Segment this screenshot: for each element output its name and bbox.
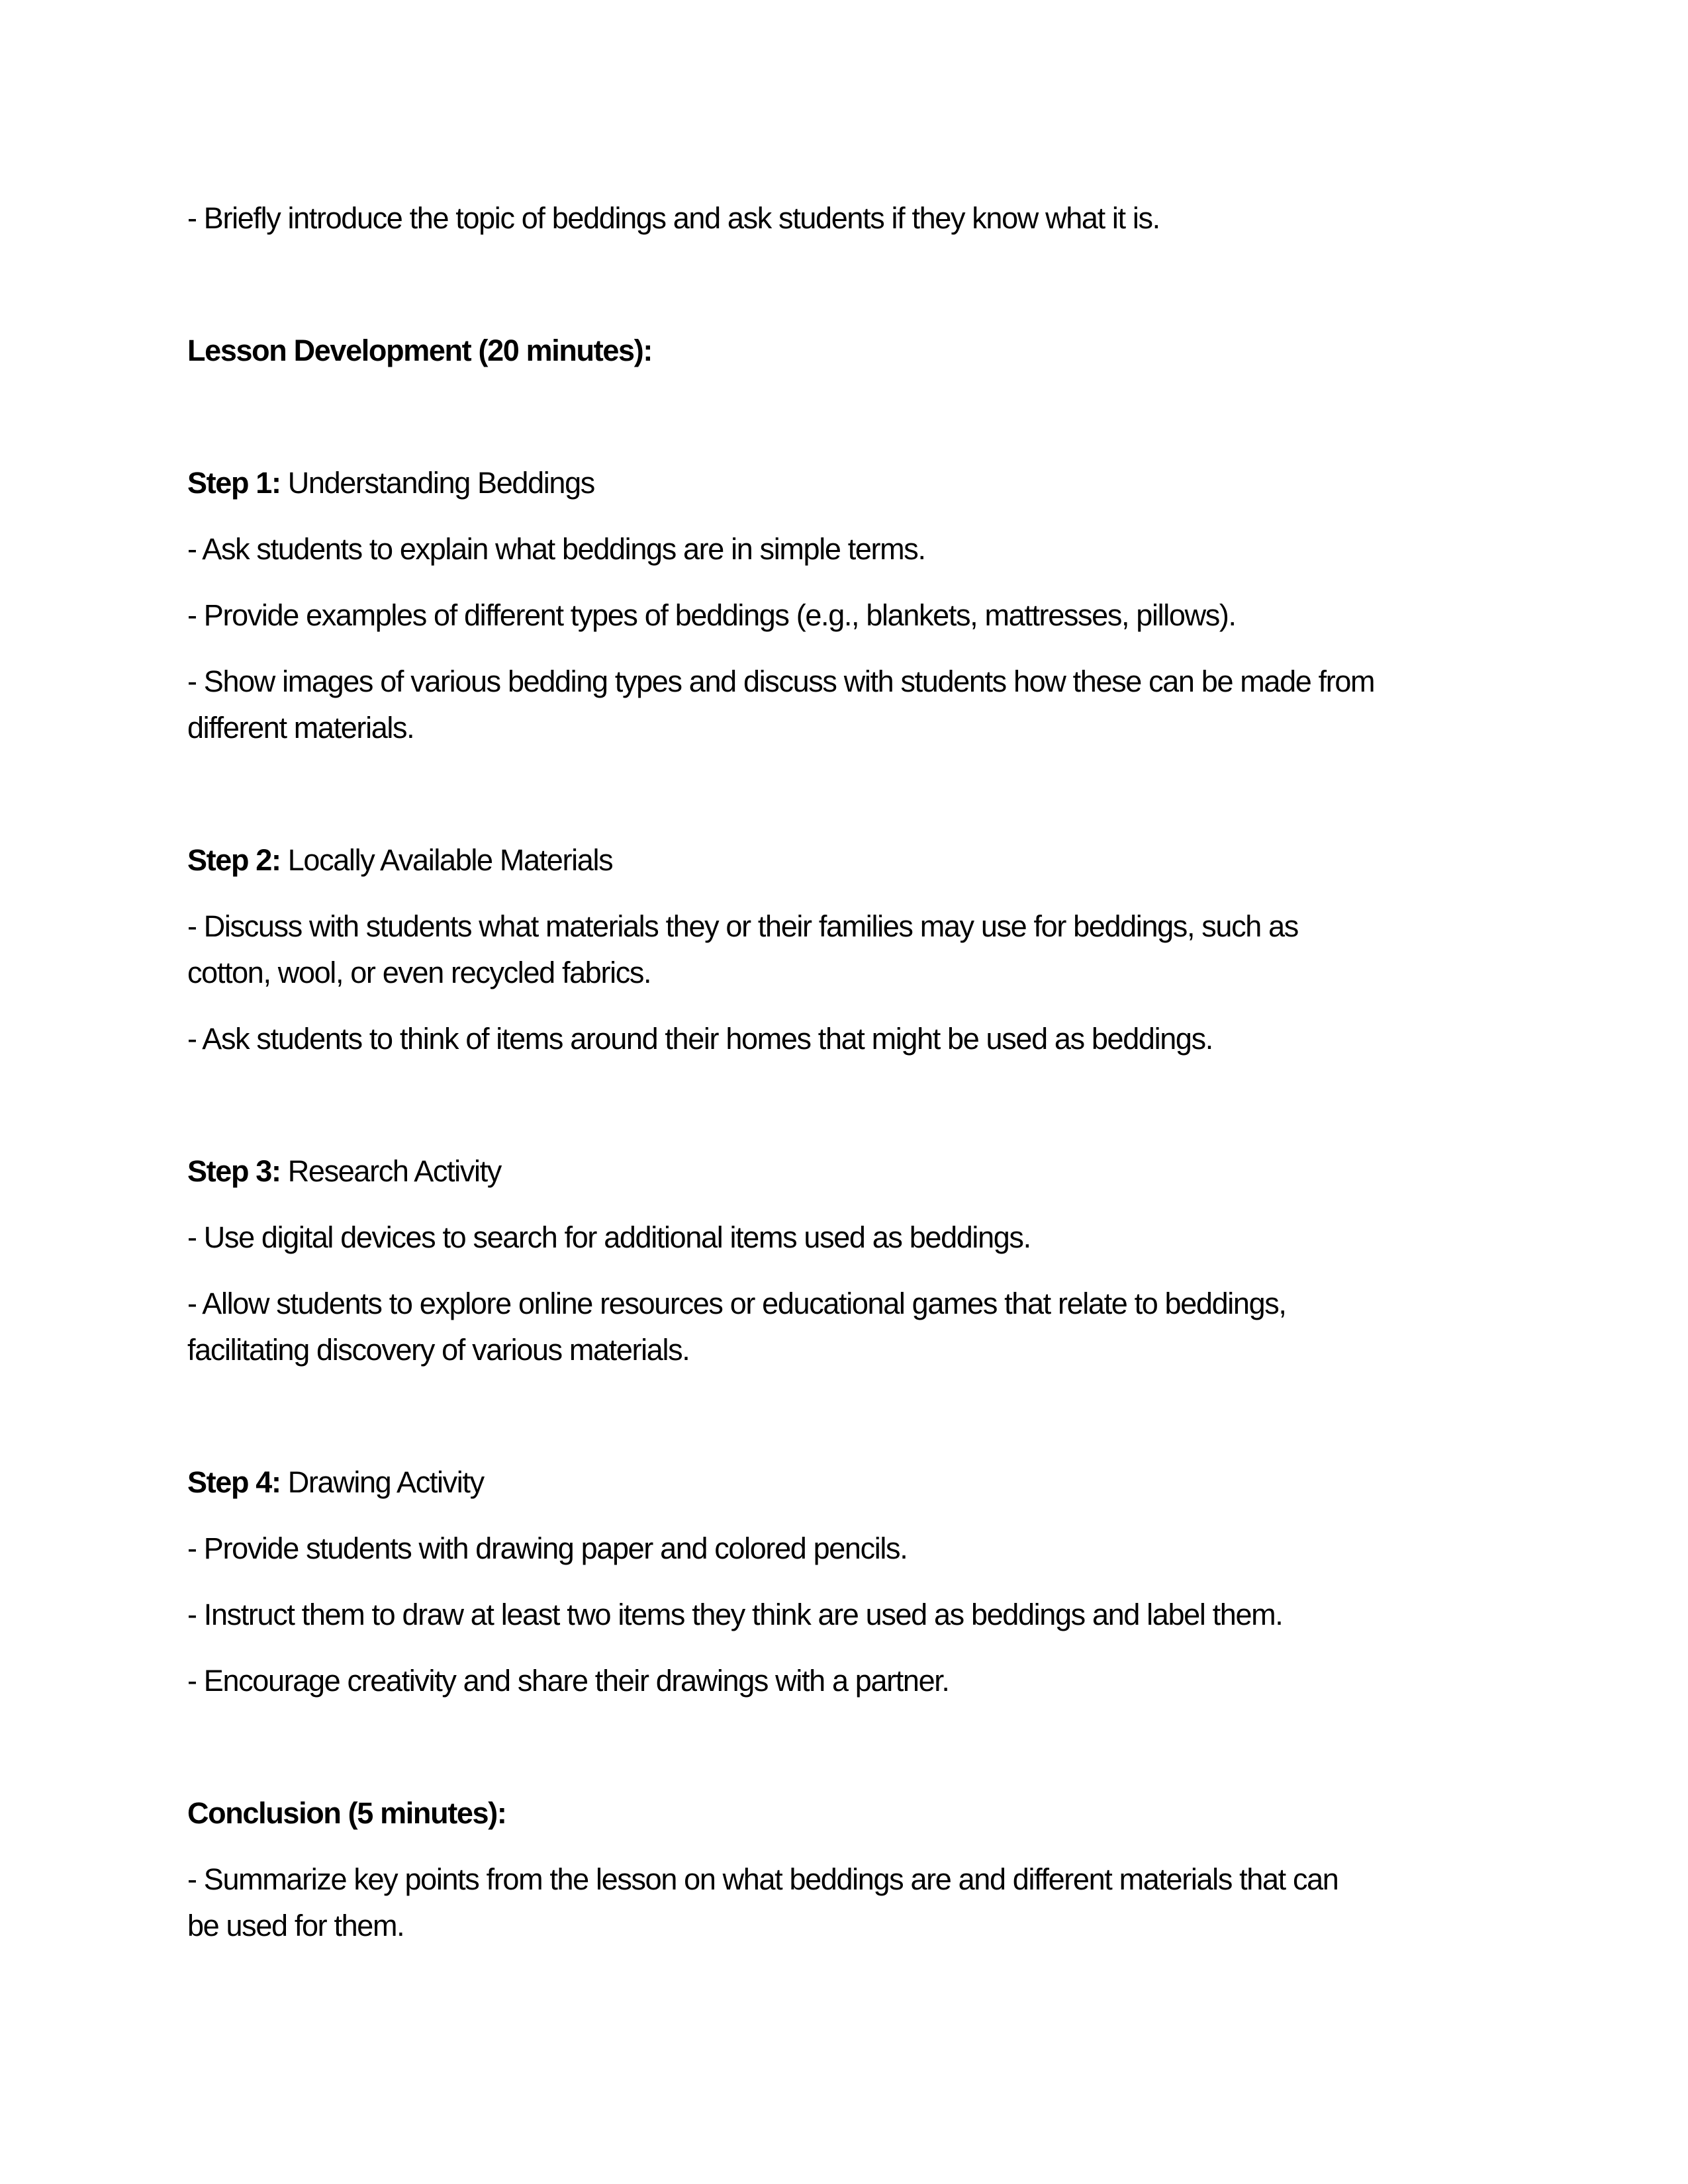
bullet-line: - Ask students to explain what beddings are in simple terms. bbox=[187, 532, 925, 566]
lesson-development-heading bbox=[187, 328, 1509, 374]
step-2-bullet-2 bbox=[187, 1016, 1509, 1062]
bullet-line: - Ask students to think of items around their homes that might be used as beddings. bbox=[187, 1022, 1213, 1056]
step-4-title: Drawing Activity bbox=[280, 1465, 484, 1499]
step-3-bullet-1 bbox=[187, 1214, 1509, 1261]
step-3-heading bbox=[187, 1148, 1509, 1195]
bullet-line: - Instruct them to draw at least two items they think are used as beddings and label them. bbox=[187, 1598, 1283, 1631]
step-2-label: Step 2: bbox=[187, 843, 281, 877]
bullet-line: - Encourage creativity and share their drawings with a partner. bbox=[187, 1664, 949, 1698]
bullet-line: - Summarize key points from the lesson on what beddings are and different materials that can bbox=[187, 1862, 1338, 1896]
step-2-title: Locally Available Materials bbox=[280, 843, 613, 877]
step-4-bullet-3 bbox=[187, 1658, 1509, 1704]
step-4-heading bbox=[187, 1459, 1509, 1506]
bullet-line: different materials. bbox=[187, 711, 414, 745]
step-4-bullet-1 bbox=[187, 1525, 1509, 1572]
step-1-bullet-3 bbox=[187, 659, 1509, 751]
lesson-development-heading-text: Lesson Development (20 minutes): bbox=[187, 334, 652, 367]
bullet-line: - Provide students with drawing paper and colored pencils. bbox=[187, 1531, 908, 1565]
bullet-line: cotton, wool, or even recycled fabrics. bbox=[187, 956, 651, 989]
step-1-bullet-1 bbox=[187, 526, 1509, 572]
step-1-heading bbox=[187, 460, 1509, 506]
step-3-label: Step 3: bbox=[187, 1154, 281, 1188]
conclusion-heading-text: Conclusion (5 minutes): bbox=[187, 1796, 506, 1830]
bullet-line: - Discuss with students what materials they or their families may use for beddings, such as bbox=[187, 909, 1298, 943]
bullet-line: - Allow students to explore online resources or educational games that relate to beddings, bbox=[187, 1287, 1286, 1320]
step-1-label: Step 1: bbox=[187, 466, 281, 500]
step-2-bullet-1 bbox=[187, 903, 1509, 996]
step-3-title: Research Activity bbox=[280, 1154, 501, 1188]
step-3-bullet-2 bbox=[187, 1281, 1509, 1373]
step-4-bullet-2 bbox=[187, 1592, 1509, 1638]
bullet-line: - Show images of various bedding types and discuss with students how these can be made from bbox=[187, 664, 1375, 698]
bullet-line: - Use digital devices to search for additional items used as beddings. bbox=[187, 1220, 1031, 1254]
bullet-line: - Provide examples of different types of beddings (e.g., blankets, mattresses, pillows). bbox=[187, 598, 1236, 632]
intro-bullet bbox=[187, 195, 1509, 242]
step-2-heading bbox=[187, 837, 1509, 884]
bullet-line: facilitating discovery of various materials. bbox=[187, 1333, 690, 1367]
conclusion-heading bbox=[187, 1790, 1509, 1837]
conclusion-bullet-1 bbox=[187, 1856, 1509, 1949]
step-4-label: Step 4: bbox=[187, 1465, 281, 1499]
bullet-line: be used for them. bbox=[187, 1909, 404, 1942]
intro-bullet-text: - Briefly introduce the topic of beddings and ask students if they know what it is. bbox=[187, 201, 1160, 235]
step-1-title: Understanding Beddings bbox=[280, 466, 594, 500]
step-1-bullet-2 bbox=[187, 592, 1509, 639]
